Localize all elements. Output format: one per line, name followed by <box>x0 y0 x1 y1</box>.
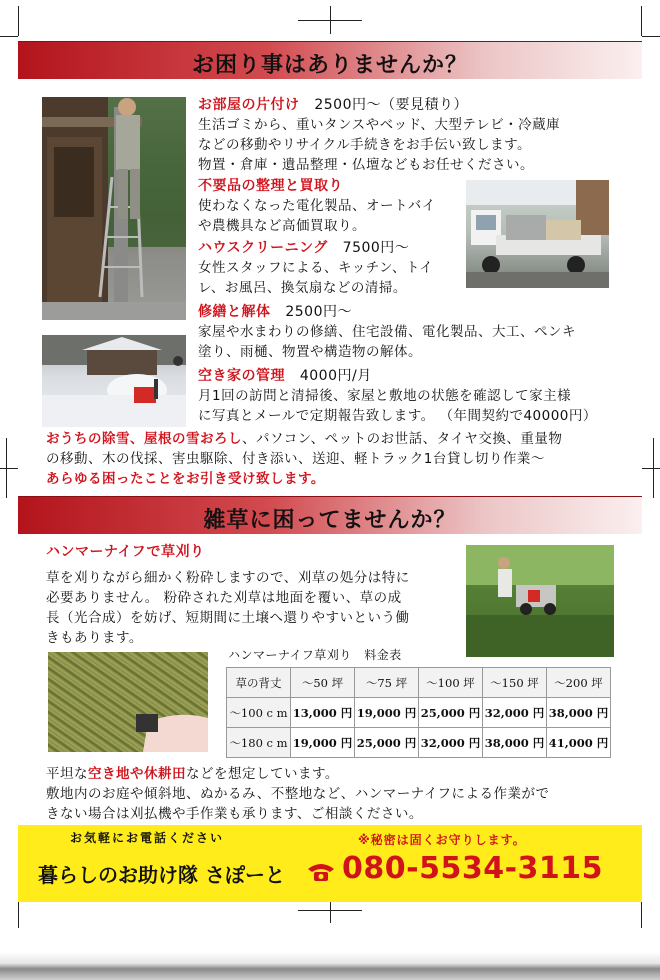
phone-number[interactable]: 080-5534-3115 <box>342 851 604 886</box>
table-cell: 32,000 円 <box>483 698 547 728</box>
hammer-knife-line: きもあります。 <box>46 630 143 646</box>
service-vacant-line: 月1回の訪問と清掃後、家屋と敷地の状態を確認して家主様 <box>198 388 572 404</box>
org-name: 暮らしのお助け隊 さぽーと <box>38 863 285 887</box>
misc-rest-text: 、パソコン、ペットのお世話、タイヤ交換、重量物 <box>242 431 563 447</box>
table-cell: 19,000 円 <box>355 698 419 728</box>
roof-repair-photo <box>42 97 186 320</box>
table-cell: 32,000 円 <box>419 728 483 758</box>
service-buyback-line: 使わなくなった電化製品、オートバイ <box>198 198 436 214</box>
note-pre: 平坦な <box>46 766 88 782</box>
crop-mark <box>642 36 660 37</box>
table-cell: 41,000 円 <box>547 728 611 758</box>
table-header-cell: 〜100 坪 <box>419 668 483 698</box>
service-cleaning <box>198 238 468 298</box>
crop-mark <box>0 468 18 469</box>
table-row <box>227 698 611 728</box>
service-vacant-line: に写真とメールで定期報告致します。 （年間契約で40000円） <box>198 408 597 424</box>
call-text: お気軽にお電話ください <box>70 831 225 845</box>
table-header-cell: 〜50 坪 <box>291 668 355 698</box>
phone-icon <box>306 861 336 887</box>
service-vacant-house <box>198 366 638 426</box>
crop-mark <box>298 910 362 911</box>
hammer-knife-section <box>46 542 466 648</box>
crop-mark <box>641 898 642 928</box>
hammer-knife-line: 長（光合成）を妨げ、短期間に土壌へ還りやすいという働 <box>46 610 410 626</box>
table-cell: 25,000 円 <box>355 728 419 758</box>
mowing-photo <box>466 545 614 657</box>
crop-mark <box>18 6 19 36</box>
table-row <box>227 728 611 758</box>
misc-services <box>46 429 646 489</box>
crop-mark <box>0 36 18 37</box>
service-vacant-price: 4000円/月 <box>299 368 372 384</box>
price-table-caption: ハンマーナイフ草刈り 料金表 <box>228 648 402 662</box>
table-header-cell: 草の背丈 <box>227 668 291 698</box>
service-cleaning-title: ハウスクリーニング <box>198 240 328 256</box>
hammer-knife-line: 草を刈りながら細かく粉砕しますので、刈草の処分は特に <box>46 570 410 586</box>
section2-banner <box>18 496 642 534</box>
service-tidying-line: 物置・倉庫・遺品整理・仏壇などもお任せください。 <box>198 157 534 173</box>
service-repair-line: 塗り、雨樋、物置や構造物の解体。 <box>198 344 422 360</box>
table-cell: 38,000 円 <box>547 698 611 728</box>
service-tidying-line: 生活ゴミから、重いタンスやベッド、大型テレビ・冷蔵庫 <box>198 117 561 133</box>
truck-photo <box>466 180 609 288</box>
service-cleaning-price: 7500円〜 <box>342 240 410 256</box>
table-cell: 〜100 c m <box>227 698 291 728</box>
crop-mark <box>641 6 642 36</box>
secret-text: ※秘密は固くお守りします。 <box>358 833 526 847</box>
table-cell: 38,000 円 <box>483 728 547 758</box>
service-buyback-title: 不要品の整理と買取り <box>198 178 343 194</box>
hammer-knife-line: 必要ありません。 粉砕された刈草は地面を覆い、草の成 <box>46 590 402 606</box>
section1-banner-title: お困り事はありませんか？ <box>191 53 468 78</box>
service-cleaning-line: 女性スタッフによる、キッチン、トイ <box>198 260 434 276</box>
table-cell: 〜180 c m <box>227 728 291 758</box>
service-buyback-line: や農機具など高価買取り。 <box>198 218 366 234</box>
table-cell: 13,000 円 <box>291 698 355 728</box>
note-post: などを想定しています。 <box>186 766 339 782</box>
service-tidying-title: お部屋の片付け <box>198 97 300 113</box>
service-vacant-title: 空き家の管理 <box>198 368 285 384</box>
section1-banner <box>18 41 642 79</box>
table-header-cell: 〜75 坪 <box>355 668 419 698</box>
service-repair <box>198 302 628 362</box>
service-tidying-line: などの移動やリサイクル手続きをお手伝い致します。 <box>198 137 532 153</box>
snow-removal-photo <box>42 335 186 427</box>
service-tidying <box>198 95 628 175</box>
section2-banner-title: 雑草に困ってませんか？ <box>203 508 457 533</box>
table-header-cell: 〜150 坪 <box>483 668 547 698</box>
misc-line2: の移動、木の伐採、害虫駆除、付き添い、送迎、軽トラック1台貸し切り作業〜 <box>46 451 545 467</box>
table-cell: 19,000 円 <box>291 728 355 758</box>
note-red: 空き地や休耕田 <box>88 766 186 782</box>
price-table-header <box>227 668 611 698</box>
misc-red-text: おうちの除雪、屋根の雪おろし <box>46 431 242 447</box>
service-repair-title: 修繕と解体 <box>198 304 271 320</box>
page-bottom-edge <box>0 952 660 980</box>
service-tidying-price: 2500円〜（要見積り） <box>314 97 468 113</box>
service-buyback <box>198 176 468 236</box>
service-repair-price: 2500円〜 <box>285 304 352 320</box>
hammer-knife-title: ハンマーナイフで草刈り <box>46 544 205 560</box>
table-header-cell: 〜200 坪 <box>547 668 611 698</box>
misc-line3: あらゆる困ったことをお引き受け致します。 <box>46 471 325 487</box>
note-line: 敷地内のお庭や傾斜地、ぬかるみ、不整地など、ハンマーナイフによる作業がで <box>46 786 550 802</box>
note-line: きない場合は刈払機や手作業も承ります、ご相談ください。 <box>46 806 423 822</box>
price-table <box>226 667 611 758</box>
service-cleaning-line: レ、お風呂、換気扇などの清掃。 <box>198 280 407 296</box>
contact-footer <box>18 825 642 902</box>
grass-clippings-photo <box>48 652 208 752</box>
service-repair-line: 家屋や水まわりの修繕、住宅設備、電化製品、大工、ペンキ <box>198 324 576 340</box>
note-section <box>46 764 646 824</box>
crop-mark <box>18 898 19 928</box>
table-cell: 25,000 円 <box>419 698 483 728</box>
crop-mark <box>298 20 362 21</box>
